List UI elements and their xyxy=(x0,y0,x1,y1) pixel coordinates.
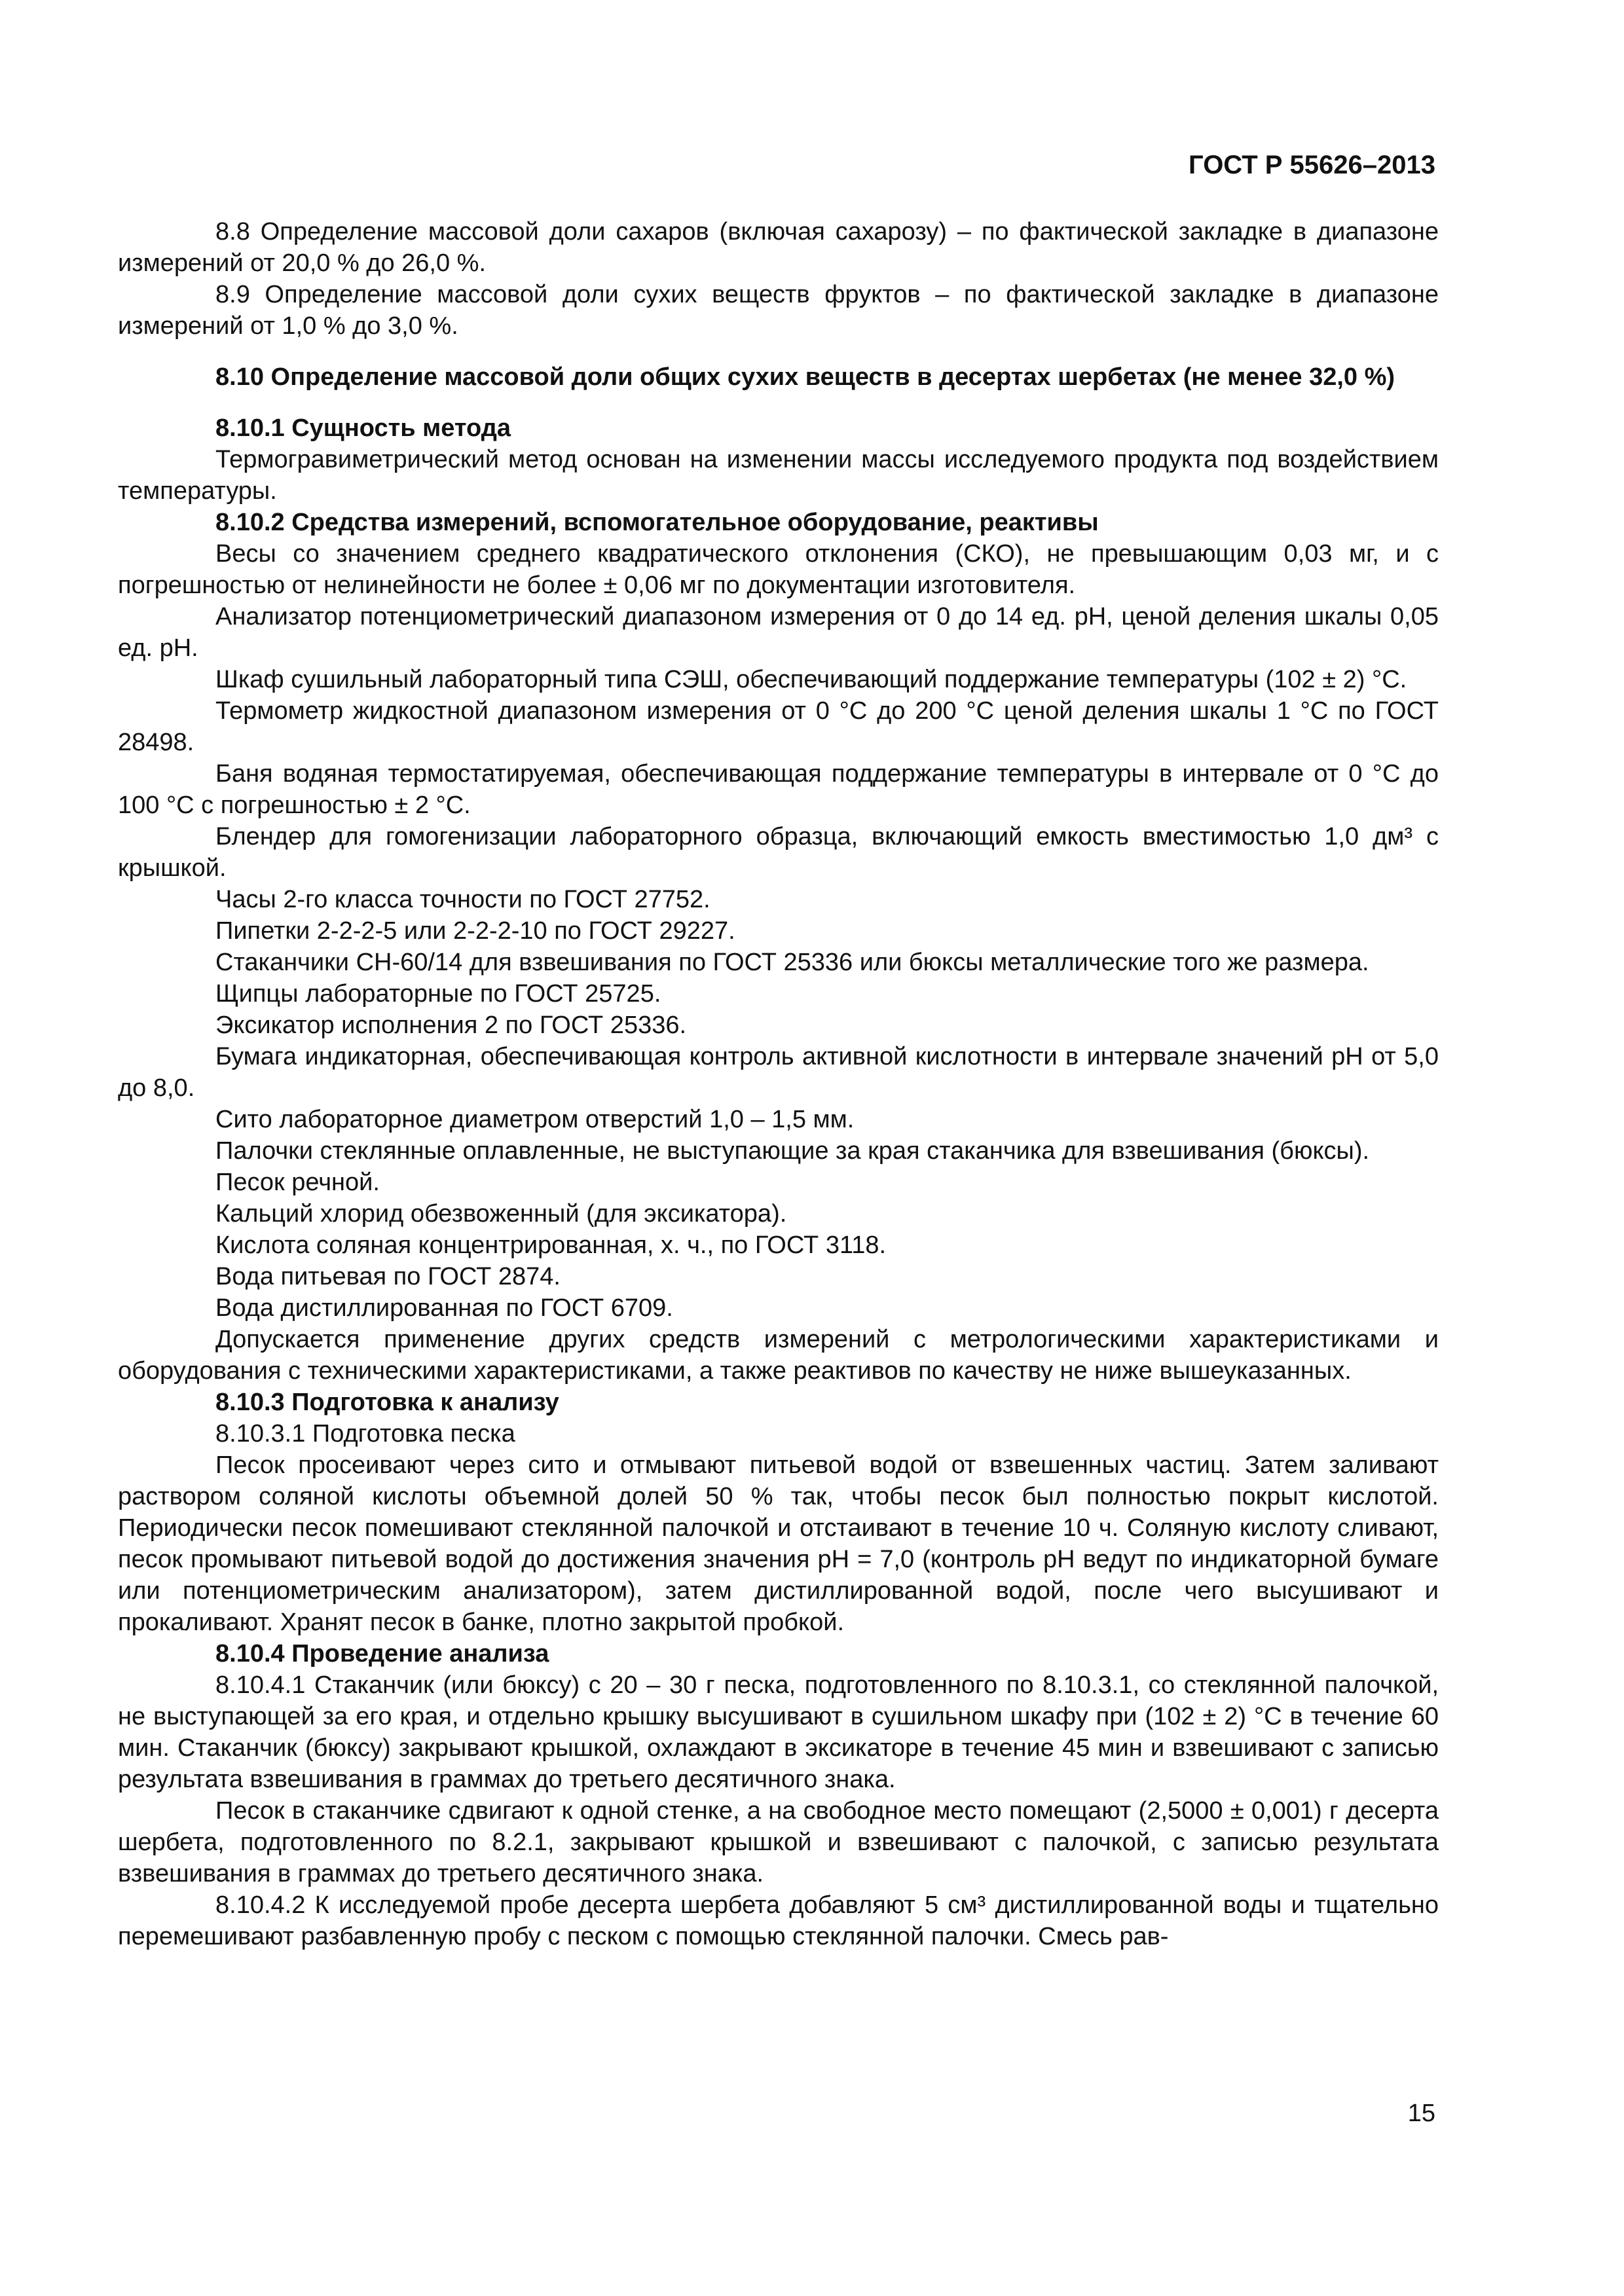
equipment-item: Щипцы лабораторные по ГОСТ 25725. xyxy=(215,980,661,1008)
subsection-heading-8-10-1: 8.10.1 Сущность метода xyxy=(215,414,511,442)
equipment-item: Баня водяная термостатируемая, обеспечивающая поддержание температуры в интервале от 0 °С до 100 °С с погрешностью ± 2 °С. xyxy=(118,760,1439,819)
equipment-item: Часы 2-го класса точности по ГОСТ 27752. xyxy=(215,886,710,913)
equipment-item: Пипетки 2-2-2-5 или 2-2-2-10 по ГОСТ 29227. xyxy=(215,917,735,945)
equipment-item: Стаканчики СН-60/14 для взвешивания по ГОСТ 25336 или бюксы металлические того же размера. xyxy=(215,949,1369,976)
equipment-item: Блендер для гомогенизации лабораторного образца, включающий емкость вместимостью 1,0 дм³ с крышкой. xyxy=(118,823,1439,882)
equipment-item: Сито лабораторное диаметром отверстий 1,0 – 1,5 мм. xyxy=(215,1106,855,1133)
subsection-heading-8-10-4: 8.10.4 Проведение анализа xyxy=(215,1640,549,1667)
page-number: 15 xyxy=(1407,2100,1435,2127)
equipment-note: Допускается применение других средств измерений с метрологическими характеристиками и оборудования с техническими характеристиками, а также реактивов по качеству не ниже вышеуказанных. xyxy=(118,1326,1439,1385)
paragraph-8-8: 8.8 Определение массовой доли сахаров (включая сахарозу) – по фактической закладке в диапазоне измерений от 20,0 % до 26,0 %. xyxy=(118,218,1439,277)
method-essence-text: Термогравиметрический метод основан на изменении массы исследуемого продукта под воздействием температуры. xyxy=(118,446,1439,505)
equipment-item: Весы со значением среднего квадратического отклонения (СКО), не превышающим 0,03 мг, и с погрешностью от нелинейности не более ± 0,06 мг по документации изготовителя. xyxy=(118,540,1439,599)
subsection-heading-8-10-3: 8.10.3 Подготовка к анализу xyxy=(215,1389,559,1416)
equipment-item: Анализатор потенциометрический диапазоном измерения от 0 до 14 ед. pH, ценой деления шкалы 0,05 ед. pH. xyxy=(118,603,1439,662)
equipment-item: Кислота соляная концентрированная, х. ч., по ГОСТ 3118. xyxy=(215,1231,887,1259)
procedure-paragraph: Песок в стаканчике сдвигают к одной стенке, а на свободное место помещают (2,5000 ± 0,001) г десерта шербета, подготовленного по 8.2.1, закрывают крышкой и взвешивают с палочкой, с записью результата взвешивания в граммах до третьего десятичного знака. xyxy=(118,1797,1439,1887)
subsection-title-8-10-3-1: 8.10.3.1 Подготовка песка xyxy=(215,1420,515,1448)
standard-header: ГОСТ Р 55626–2013 xyxy=(1189,151,1435,179)
document-body xyxy=(118,216,1439,1952)
equipment-item: Бумага индикаторная, обеспечивающая контроль активной кислотности в интервале значений pH от 5,0 до 8,0. xyxy=(118,1043,1439,1102)
equipment-item: Вода питьевая по ГОСТ 2874. xyxy=(215,1263,561,1290)
equipment-item: Кальций хлорид обезвоженный (для эксикатора). xyxy=(215,1200,787,1228)
equipment-item: Шкаф сушильный лабораторный типа СЭШ, обеспечивающий поддержание температуры (102 ± 2) °С. xyxy=(215,666,1407,693)
paragraph-8-9: 8.9 Определение массовой доли сухих веществ фруктов – по фактической закладке в диапазоне измерений от 1,0 % до 3,0 %. xyxy=(118,281,1439,340)
section-heading-8-10: 8.10 Определение массовой доли общих сухих веществ в десертах шербетах (не менее 32,0 %) xyxy=(215,363,1395,391)
equipment-item: Вода дистиллированная по ГОСТ 6709. xyxy=(215,1294,673,1322)
equipment-item: Палочки стеклянные оплавленные, не выступающие за края стаканчика для взвешивания (бюксы). xyxy=(215,1137,1370,1165)
sand-preparation-text: Песок просеивают через сито и отмывают питьевой водой от взвешенных частиц. Затем заливают раствором соляной кислоты объемной долей 50 % так, чтобы песок был полностью покрыт кислотой. Периодически песок помешивают стеклянной палочкой и отстаивают в течение 10 ч. Соляную кислоту сливают, песок промывают питьевой водой до достижения значения pH = 7,0 (контроль pH ведут по индикаторной бумаге или потенциометрическим анализатором), затем дистиллированной водой, после чего высушивают и прокаливают. Хранят песок в банке, плотно закрытой пробкой. xyxy=(118,1451,1439,1636)
equipment-item: Песок речной. xyxy=(215,1169,380,1196)
subsection-heading-8-10-2: 8.10.2 Средства измерений, вспомогательное оборудование, реактивы xyxy=(215,509,1099,536)
procedure-paragraph: 8.10.4.2 К исследуемой пробе десерта шербета добавляют 5 см³ дистиллированной воды и тщательно перемешивают разбавленную пробу с песком с помощью стеклянной палочки. Смесь рав- xyxy=(118,1891,1439,1950)
equipment-item: Термометр жидкостной диапазоном измерения от 0 °С до 200 °С ценой деления шкалы 1 °С по ГОСТ 28498. xyxy=(118,697,1439,756)
equipment-item: Эксикатор исполнения 2 по ГОСТ 25336. xyxy=(215,1011,687,1039)
procedure-paragraph: 8.10.4.1 Стаканчик (или бюксу) с 20 – 30 г песка, подготовленного по 8.10.3.1, со стеклянной палочкой, не выступающей за его края, и отдельно крышку высушивают в сушильном шкафу при (102 ± 2) °С в течение 60 мин. Стаканчик (бюксу) закрывают крышкой, охлаждают в эксикаторе в течение 45 мин и взвешивают с записью результата взвешивания в граммах до третьего десятичного знака. xyxy=(118,1671,1439,1793)
